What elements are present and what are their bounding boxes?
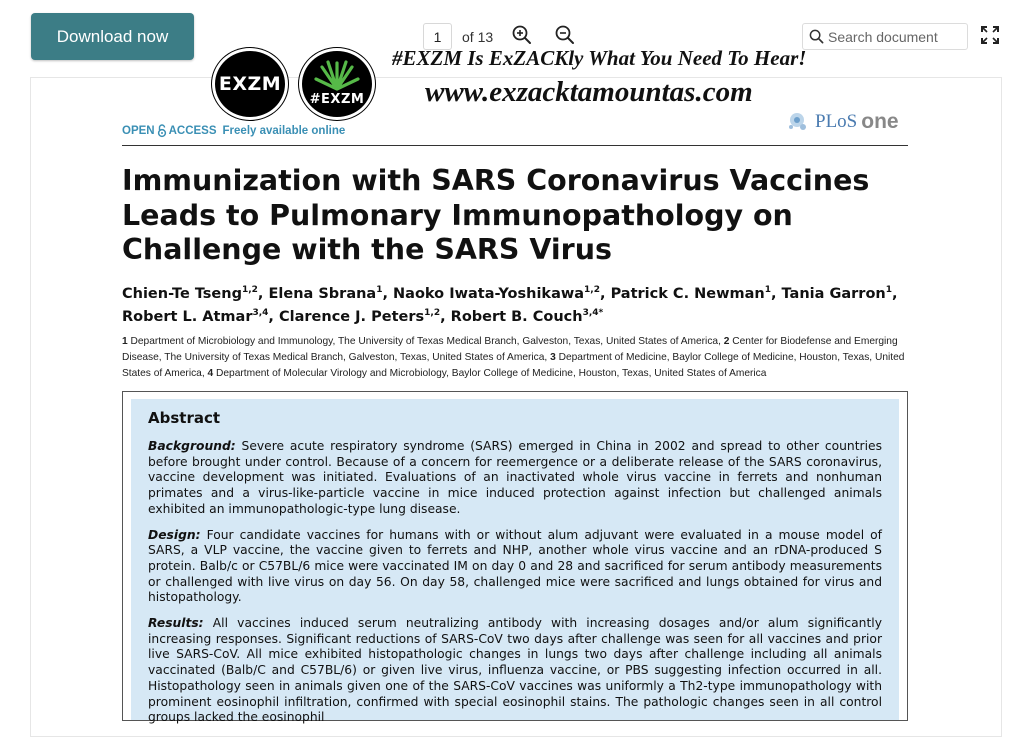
affiliations <box>122 334 912 382</box>
author-name: Chien-Te Tseng <box>122 286 242 302</box>
abstract-section-text: Four candidate vaccines for humans with or without alum adjuvant were evaluated in a mouse model of SARS, a VLP vaccine, the vaccine given to ferrets and NHP, another whole virus vaccine and an rDNA-produced S protein. Balb/c or C57BL/6 mice were vaccinated IM on day 0 and 28 and sacrificed for serum antibody measurements or challenged with live virus on day 56. On day 58, challenged mice were sacrificed and lungs obtained for virus and histopathology. <box>148 527 882 605</box>
abstract-heading: Abstract <box>148 409 221 427</box>
author-name: Patrick C. Newman <box>610 286 765 302</box>
leaf-icon <box>314 59 360 93</box>
author-separator: , <box>268 309 279 325</box>
abstract-paragraph <box>148 439 882 518</box>
abstract-paragraph <box>148 528 882 607</box>
author-name: Robert L. Atmar <box>122 309 253 325</box>
abstract-section-text: Severe acute respiratory syndrome (SARS) emerged in China in 2002 and spread to other countries before brought under control. Because of a concern for reemergence or a deliberate release of the SARS coronavirus, vaccine development was initiated. Evaluations of an inactivated whole virus vaccine in ferrets and nonhuman primates and a virus-like-particle vaccine in mice induced protection against infection but challenged animals exhibited an immunopathologic-type lung disease. <box>148 439 882 516</box>
abstract-paragraph <box>148 616 882 726</box>
abstract-panel <box>131 399 899 725</box>
zoom-in-icon[interactable] <box>511 24 533 46</box>
access-label: ACCESS <box>168 124 217 137</box>
affiliation-number: 3 <box>550 352 556 363</box>
author-separator: , <box>440 309 451 325</box>
author-name: Elena Sbrana <box>268 286 377 302</box>
one-label: one <box>861 110 899 133</box>
author-affiliation-marker: 1,2 <box>241 285 258 296</box>
search-input[interactable] <box>828 29 963 45</box>
affiliation-number: 4 <box>207 368 214 379</box>
freely-available-label: Freely available online <box>222 124 346 137</box>
author-affiliation-marker: 1 <box>376 285 383 296</box>
watermark-url: www.exzacktamountas.com <box>425 76 753 108</box>
abstract-box <box>122 391 908 725</box>
fullscreen-icon[interactable] <box>980 25 1000 45</box>
exzm-badge-logo <box>212 48 288 120</box>
author-separator: , <box>257 286 269 302</box>
open-label: OPEN <box>122 124 155 137</box>
author-list <box>122 283 922 329</box>
author-affiliation-marker: 1,2 <box>584 285 600 296</box>
abstract-section-label: Results: <box>148 616 204 631</box>
abstract-section-label: Background: <box>148 439 236 453</box>
affiliation-number: 2 <box>723 336 730 347</box>
plos-one-logo <box>787 110 899 134</box>
affiliation-text: Center for Biodefense and Emerging Disease, The University of Texas Medical Branch, Galveston, Texas, United States of America, <box>122 336 898 363</box>
author-separator: , <box>770 286 782 302</box>
author-affiliation-marker: 3,4* <box>582 308 604 319</box>
author-name: Tania Garron <box>781 286 886 302</box>
affiliation-number: 1 <box>122 336 128 347</box>
article-title: Immunization with SARS Coronavirus Vaccines Leads to Pulmonary Immunopathology on Challenge with the SARS Virus <box>122 164 870 266</box>
affiliation-text: Department of Microbiology and Immunology, The University of Texas Medical Branch, Galveston, Texas, United States of America, <box>130 336 721 347</box>
page-total-label: of 13 <box>462 28 494 45</box>
abstract-section-text: All vaccines induced serum neutralizing antibody with increasing dosages and/or alum significantly increasing responses. Significant reductions of SARS-CoV two days after challenge was seen for all vaccines and prior live SARS-CoV. All mice exhibited histopathologic changes in lungs two days after challenge including all animals vaccinated (Balb/C and C57BL/6) or given live virus, influenza vaccine, or PBS suggesting infection occurred in all. Histopathology seen in animals given one of the SARS-CoV vaccines was uniformly a Th2-type immunopathology with prominent eosinophil infiltration, confirmed with special eosinophil stains. The pathologic changes seen in all control groups lacked the eosinophil <box>148 616 882 725</box>
author-affiliation-marker: 1 <box>885 285 893 296</box>
abstract-section-label: Design: <box>148 527 201 542</box>
badge1-text: EXZM <box>218 73 282 95</box>
badge2-text: #EXZM <box>309 92 365 107</box>
author-name: Robert B. Couch <box>450 309 583 325</box>
open-access-lock-icon <box>157 124 167 137</box>
author-affiliation-marker: 3,4 <box>252 308 269 319</box>
header-divider <box>122 145 908 146</box>
watermark-tagline: #EXZM Is ExZACKly What You Need To Hear! <box>392 46 807 70</box>
zoom-out-icon[interactable] <box>554 24 576 46</box>
author-separator: , <box>892 286 898 302</box>
plos-logo-icon <box>787 111 809 133</box>
author-separator: , <box>382 286 394 302</box>
author-name: Naoko Iwata-Yoshikawa <box>393 286 585 302</box>
download-now-button[interactable]: Download now <box>31 13 194 60</box>
author-separator: , <box>600 286 611 302</box>
author-affiliation-marker: 1 <box>764 285 771 296</box>
author-affiliation-marker: 1,2 <box>424 308 441 319</box>
exzm-leaf-badge-logo <box>299 48 375 120</box>
abstract-sections <box>148 439 882 726</box>
search-icon <box>809 29 824 44</box>
plos-label: PLoS <box>815 111 858 132</box>
open-access-label <box>122 124 345 137</box>
author-name: Clarence J. Peters <box>278 309 425 325</box>
affiliation-text: Department of Molecular Virology and Microbiology, Baylor College of Medicine, Houston, Texas, United States of America <box>216 368 767 379</box>
affiliation-text: Department of Medicine, Baylor College of Medicine, Houston, Texas, United States of America, <box>122 352 905 379</box>
